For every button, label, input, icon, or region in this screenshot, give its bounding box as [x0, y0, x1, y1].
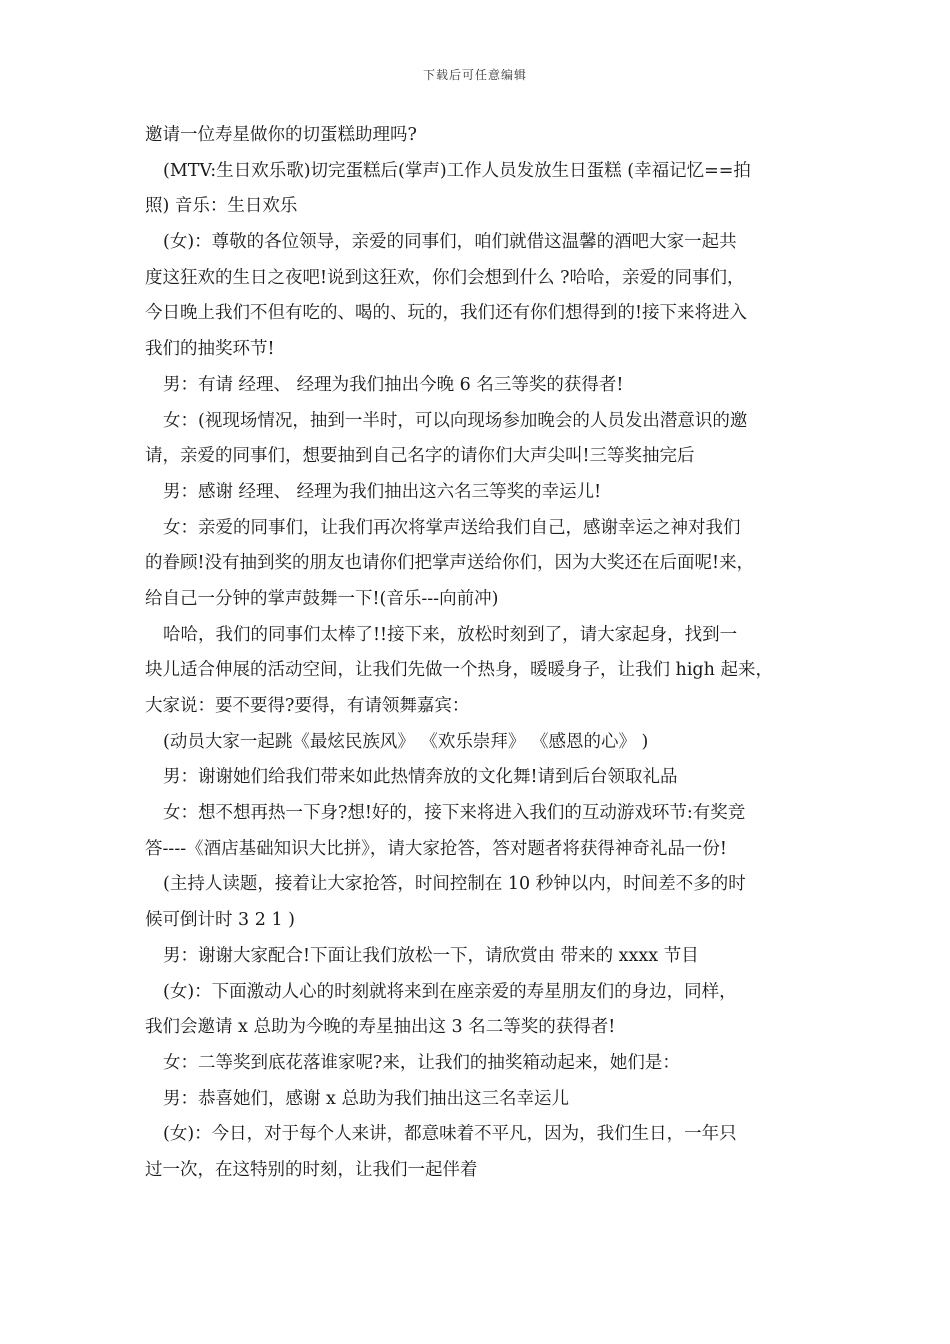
- paragraph-line: 男：谢谢她们给我们带来如此热情奔放的文化舞!请到后台领取礼品: [163, 767, 678, 788]
- paragraph-line: (主持人读题，接着让大家抢答，时间控制在 10 秒钟以内，时间差不多的时: [163, 874, 746, 895]
- paragraph-line: 候可倒计时 3 2 1 ): [145, 910, 295, 931]
- paragraph-line: (动员大家一起跳《最炫民族风》 《欢乐崇拜》 《感恩的心》 ): [163, 731, 649, 752]
- paragraph-line: 邀请一位寿星做你的切蛋糕助理吗?: [145, 125, 417, 145]
- paragraph-line: (女)：今日，对于每个人来讲，都意味着不平凡，因为，我们生日，一年只: [163, 1124, 737, 1145]
- paragraph-line: 过一次，在这特别的时刻，让我们一起伴着: [145, 1159, 478, 1180]
- paragraph-line: 女：二等奖到底花落谁家呢?来，让我们的抽奖箱动起来，她们是：: [163, 1052, 680, 1073]
- paragraph-line: 的眷顾!没有抽到奖的朋友也请你们把掌声送给你们，因为大奖还在后面呢!来，: [145, 553, 755, 574]
- paragraph-line: 请，亲爱的同事们，想要抽到自己名字的请你们大声尖叫!三等奖抽完后: [145, 446, 695, 467]
- paragraph-line: (女)：下面激动人心的时刻就将来到在座亲爱的寿星朋友们的身边，同样，: [163, 981, 737, 1002]
- paragraph-line: 男：恭喜她们，感谢 x 总助为我们抽出这三名幸运儿: [163, 1088, 569, 1109]
- paragraph-line: 男：有请 经理、 经理为我们抽出今晚 6 名三等奖的获得者!: [163, 374, 624, 395]
- paragraph-line: 给自己一分钟的掌声鼓舞一下!(音乐---向前冲): [145, 588, 499, 609]
- paragraph-line: 女：(视现场情况，抽到一半时，可以向现场参加晚会的人员发出潜意识的邀: [163, 410, 748, 431]
- document-body: [145, 118, 815, 1189]
- paragraph-line: 男：感谢 经理、 经理为我们抽出这六名三等奖的幸运儿!: [163, 481, 602, 502]
- paragraph-line: (女)：尊敬的各位领导，亲爱的同事们，咱们就借这温馨的酒吧大家一起共: [163, 232, 737, 253]
- paragraph-line: 我们会邀请 x 总助为今晚的寿星抽出这 3 名二等奖的获得者!: [145, 1017, 616, 1038]
- paragraph-line: 哈哈，我们的同事们太棒了!!接下来，放松时刻到了，请大家起身，找到一: [163, 624, 738, 645]
- paragraph-line: 今日晚上我们不但有吃的、喝的、玩的，我们还有你们想得到的!接下来将进入: [145, 303, 748, 324]
- paragraph-line: 女：想不想再热一下身?想!好的，接下来将进入我们的互动游戏环节:有奖竞: [163, 803, 746, 824]
- paragraph-line: 块儿适合伸展的活动空间，让我们先做一个热身，暖暖身子，让我们 high 起来，: [145, 660, 773, 681]
- paragraph-line: 答----《酒店基础知识大比拼》，请大家抢答，答对题者将获得神奇礼品一份!: [145, 838, 727, 859]
- paragraph-line: (MTV:生日欢乐歌)切完蛋糕后(掌声)工作人员发放生日蛋糕 (幸福记忆==拍: [163, 160, 751, 181]
- page-header: 下载后可任意编辑: [422, 68, 527, 82]
- paragraph-line: 照) 音乐：生日欢乐: [145, 196, 298, 217]
- paragraph-line: 女：亲爱的同事们，让我们再次将掌声送给我们自己，感谢幸运之神对我们: [163, 517, 741, 538]
- paragraph-line: 大家说：要不要得?要得，有请领舞嘉宾：: [145, 696, 470, 716]
- paragraph-line: 我们的抽奖环节!: [145, 339, 275, 360]
- paragraph-line: 男：谢谢大家配合!下面让我们放松一下，请欣赏由 带来的 xxxx 节目: [163, 945, 699, 966]
- paragraph-line: 度这狂欢的生日之夜吧!说到这狂欢，你们会想到什么 ?哈哈，亲爱的同事们，: [145, 267, 745, 288]
